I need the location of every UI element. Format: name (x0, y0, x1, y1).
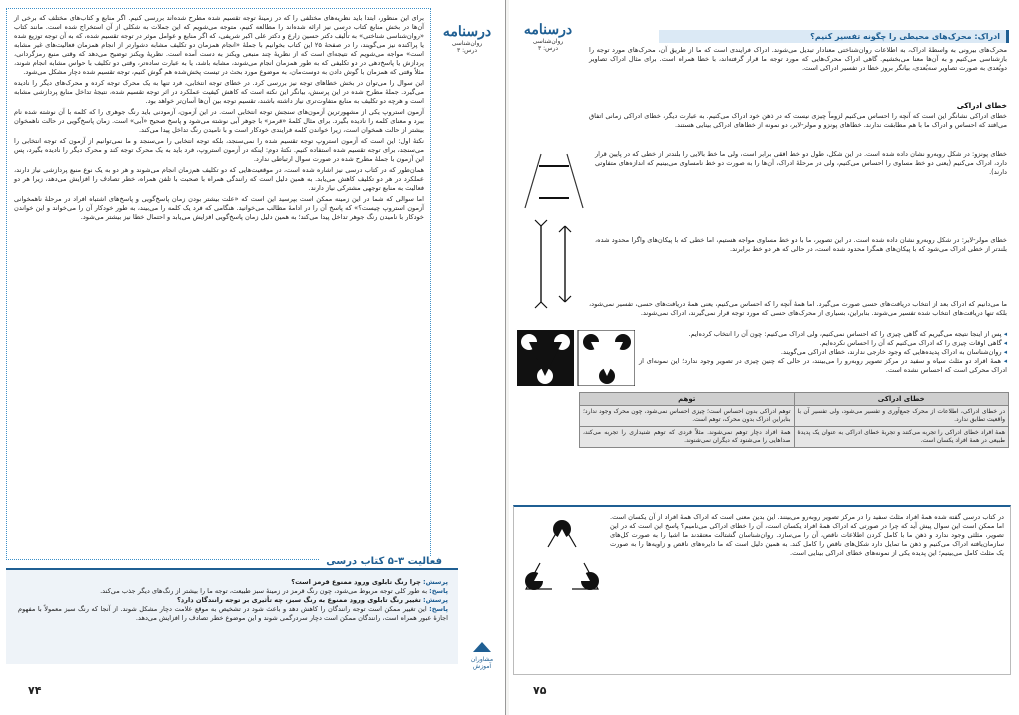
question-text: چرا رنگ تابلوی ورود ممنوع قرمز است؟ (291, 578, 421, 586)
answer-text: به طور کلی توجه مربوط می‌شود، چون رنگ قرمز در زمینهٔ سبز طبیعت، توجه ما را بیشتر از رنگ‌های دیگر جذب می‌کند. (100, 587, 428, 595)
section-title: ادراک: محرک‌های محیطی را چگونه تفسیر کنیم؟ (659, 30, 1009, 43)
brand-badge (513, 22, 583, 52)
bullet-list (639, 330, 1007, 375)
question-label: پرسش: (422, 596, 448, 604)
table-cell: توهم ادراکی بدون احساس است؛ چیزی احساس نمی‌شود، چون محرک وجود ندارد؛ بنابراین ادراک بدون محرک، توهم است. (580, 406, 795, 427)
ponzo-text: خطای پونزو: در شکل روبه‌رو نشان داده شده است. در این شکل، طول دو خط افقی برابر است، ولی ما خط بالایی را بلندتر از خطی که در پایین قرار دارد، ادراک می‌کنیم (یعنی دو خط مساوی را احساس می‌کنیم، ولی در مرحلهٔ ادراک، آن‌ها را به صورت دو خط نامساوی می‌بینیم که اندازه‌های متفاوتی دارند). (595, 150, 1007, 176)
page-number: ۷۵ (533, 684, 547, 697)
page-74 (0, 0, 506, 715)
muller-lyer-text: خطای مولر-لایر: در شکل روبه‌رو نشان داده شده است. در این تصویر، ما با دو خط مساوی مواجه هستیم، اما خطی که با پیکان‌های واگرا محدود شده، بلندتر از خطی ادراک می‌شود که با پیکان‌های همگرا محدود شده است، در حالی که هر دو خط برابرند. (595, 236, 1007, 253)
brand-subject: روان‌شناسی (532, 38, 564, 45)
question-label: پرسش: (422, 578, 448, 586)
kanizsa-figure (517, 330, 635, 386)
bullet-item: ◂ پس از اینجا نتیجه می‌گیریم که گاهی چیزی را که احساس نمی‌کنیم، ولی ادراک می‌کنیم: چون آن را انتخاب کرده‌ایم. (688, 330, 1007, 338)
perception-text: ما می‌دانیم که ادراک بعد از انتخاب دریافت‌های حسی صورت می‌گیرد. اما همهٔ آنچه را که احساس می‌کنیم، یعنی همهٔ دریافت‌های حسی، تفسیر نمی‌شود، بلکه تنها دریافت‌های انتخاب شده تفسیر می‌شوند. بنابراین، بسیاری از محرک‌های حسی که مورد توجه قرار نمی‌گیرند، ادراک نمی‌شوند. (589, 300, 1007, 317)
paragraph: اما سوالی که شما در این زمینه ممکن است بپرسید این است که «علت بیشتر بودن زمان پاسخ‌گویی و پاسخ‌های اشتباه افراد در مرحلهٔ ناهمخوانی آزمون استروپ چیست؟» که پاسخ آن را در ادامهٔ مطالب می‌خوانید. هنگامی که فرد یک کلمه را می‌بیند، به طور خودکار آن را می‌خواند و این خواندن خودکار با نامیدن رنگ جوهر تداخل پیدا می‌کند؛ به همین دلیل زمان پاسخ‌گویی افزایش می‌یابد و احتمال خطا نیز بیشتر می‌شود. (14, 195, 424, 221)
answer-label: پاسخ: (429, 605, 448, 613)
question-2 (18, 596, 448, 605)
brand-title: درسنامه (442, 24, 492, 40)
activity-title: فعالیت ۳-۵ کتاب درسی (320, 556, 448, 567)
answer-2 (18, 605, 448, 623)
brand-lesson: درس: ۳ (456, 47, 478, 54)
kanizsa-triangle-figure (522, 517, 602, 597)
brand-title: درسنامه (523, 22, 573, 38)
table-cell: همهٔ افراد خطای ادراکی را تجربه می‌کنند و تجربهٔ خطای ادراکی به عنوان یک پدیدهٔ طبیعی در همهٔ افراد یکسان است. (794, 427, 1009, 448)
bullet-item: ◂ روان‌شناسان به ادراک پدیده‌هایی که وجود خارجی ندارند، خطای ادراکی می‌گویند. (780, 348, 1007, 356)
illusion-text: خطای ادراکی نشانگر این است که آنچه را احساس می‌کنیم لزوماً چیزی نیست که در ذهن خود ادراک می‌کنیم. به عبارت دیگر، خطای ادراکی زمانی اتفاق می‌افتد که احساس و ادراک ما با هم مطابقت ندارند. خطاهای پونزو و مولر-لایر، دو نمونه از خطاهای ادراکی بینایی هستند. (589, 112, 1007, 129)
table-cell: در خطای ادراکی، اطلاعات از محرک جمع‌آوری و تفسیر می‌شود، ولی تفسیر آن با واقعیت تطابق ندارد. (794, 406, 1009, 427)
note-text: در کتاب درسی گفته شده همهٔ افراد مثلث سفید را در مرکز تصویر روبه‌رو می‌بینند. این بدین معنی است که ادراک همهٔ افراد از آن یکسان است. اما ممکن است این سوال پیش آید که چرا در صورتی که ادراک همهٔ افراد یکسان است، آن را خطای ادراکی می‌نامیم؟ پاسخ این است که در این تصویر، مثلثی وجود ندارد و ذهن ما با کامل کردن اطلاعات ناقص، آن را می‌سازد. روان‌شناسان گشتالت معتقدند ما اشیا را به صورت کل‌های سازمان‌یافته ادراک می‌کنیم و ذهن ما تمایل دارد شکل‌های ناقص را کامل کند. به همین دلیل است که ما دایره‌های ناقص و زاویه‌ها را به صورت یک مثلث کامل می‌بینیم؛ این پدیده یکی از نمونه‌های خطای ادراکی بینایی است. (610, 513, 1004, 557)
intro-text: محرک‌های بیرونی به واسطهٔ ادراک، به اطلاعات روان‌شناختی معنادار تبدیل می‌شوند. ادراک فرایندی است که ما از طریق آن، محرک‌های مورد توجه را بازشناسی می‌کنیم و به آن‌ها معنا می‌بخشیم. گاهی ادراک محرک‌هایی که مورد توجه ما قرار گرفته‌اند، با خطا همراه است. برای مثال ادراک تصاویر دوبُعدی به صورت تصاویر سه‌بُعدی، بیانگر بروز خطا در تفسیر ادراکی است. (589, 46, 1007, 72)
main-text (14, 14, 424, 224)
table-header-row (580, 393, 1009, 406)
publisher-logo (462, 640, 502, 670)
illusion-heading: خطای ادراکی (956, 101, 1007, 110)
paragraph: این سوال را می‌توان در بخش خطاهای توجه نیز بررسی کرد. در خطای توجه انتخابی، فرد تنها به یک محرک توجه کرده و محرک‌های دیگر را نادیده می‌گیرد. جملهٔ مطرح شده در این پرسش، بیانگر این نکته است که کاهش کیفیت عملکرد در اثر توجه تقسیم شده، نتیجهٔ تداخل منابع پردازشی مشابه است و هرچه دو تکلیف به منابع متفاوت‌تری نیاز داشته باشند، تقسیم توجه بین آن‌ها آسان‌تر خواهد بود. (14, 79, 424, 105)
logo-text: مشاوران آموزش (470, 656, 494, 670)
brand-subject: روان‌شناسی (451, 40, 483, 47)
activity-content (18, 578, 448, 623)
logo-icon (471, 640, 493, 654)
table-cell: همهٔ افراد دچار توهم نمی‌شوند. مثلاً فردی که توهم شنیداری را تجربه می‌کند، صداهایی را می‌شنود که دیگران نمی‌شنوند. (580, 427, 795, 448)
answer-text: این تغییر ممکن است توجه رانندگان را کاهش دهد و باعث شود در تشخیص به موقع علامت دچار مشکل شوند. از آنجا که رنگ سبز معمولاً با مفهوم اجازهٔ عبور همراه است، رانندگان ممکن است دچار سردرگمی شوند و این موضوع خطر تصادف را افزایش می‌دهد. (18, 605, 448, 622)
page-75 (509, 0, 1019, 715)
table-row (580, 406, 1009, 427)
bullet-item: ◂ گاهی اوقات چیزی را که ادراک می‌کنیم که آن را احساس نکرده‌ایم. (819, 339, 1007, 347)
table-header: توهم (580, 393, 795, 406)
ponzo-illusion-figure (519, 150, 589, 212)
activity-box (6, 556, 458, 664)
answer-label: پاسخ: (429, 587, 448, 595)
question-text: تغییر رنگ تابلوی ورود ممنوع به رنگ سبز، چه تأثیری بر توجه رانندگان دارد؟ (176, 596, 421, 604)
question-1 (18, 578, 448, 587)
table-header: خطای ادراکی (794, 393, 1009, 406)
paragraph: آزمون استروپ یکی از مشهورترین آزمون‌های سنجش توجه انتخابی است. در این آزمون، آزمودنی باید رنگ جوهری را که کلمه با آن نوشته شده نام ببرد و معنای کلمه را نادیده بگیرد. برای مثال کلمهٔ «قرمز» با جوهر آبی نوشته می‌شود و پاسخ صحیح «آبی» است. زمان پاسخ‌گویی در حالت ناهمخوان بیشتر از حالت همخوان است، زیرا خواندن کلمه فرایندی خودکار است و با نامیدن رنگ تداخل پیدا می‌کند. (14, 108, 424, 134)
paragraph: نکتهٔ اول: این است که آزمون استروپ توجه تقسیم شده را نمی‌سنجد، بلکه توجه انتخابی را می‌سنجد و ما نمی‌توانیم از آزمون که توجه انتخابی را می‌سنجد، برای توجه تقسیم شده استفاده کنیم. نکتهٔ دوم: اینکه در آزمون استروپ، فرد باید به یک محرک توجه کند و محرک دیگر را نادیده بگیرد، پس این آزمون با جملهٔ مطرح شده در صورت سوال ارتباطی ندارد. (14, 137, 424, 163)
brand-badge (432, 24, 502, 54)
page-number: ۷۴ (28, 684, 42, 697)
table-row (580, 427, 1009, 448)
answer-1 (18, 587, 448, 596)
comparison-table (579, 392, 1009, 448)
muller-lyer-figure (523, 218, 583, 310)
brand-lesson: درس: ۳ (537, 45, 559, 52)
note-box (513, 505, 1011, 675)
paragraph: برای این منظور، ابتدا باید نظریه‌های مختلفی را که در زمینهٔ توجه تقسیم شده مطرح شده‌اند بررسی کنیم. اگر منابع و کتاب‌های مختلف که برخی از آن‌ها در بخش منابع کتاب درسی نیز ارائه شده‌اند را مطالعه کنیم، متوجه می‌شویم که این جملات به شکلی از آن استخراج شده است. مانند کتاب «روان‌شناسی شناختی» به تألیف دکتر حسین زارع و دکتر علی اکبر شریفی، که اگر منابع و عوامل موثر در توجه تقسیم شده، که به آن توجه توزیع شده یا پراکنده نیز می‌گویند، را در صفحهٔ ۲۵ این کتاب بخوانیم با جملهٔ «انجام همزمان دو تکلیف مشابه دشوارتر از انجام همزمان فعالیت‌های غیر مشابه است» مواجه می‌شویم که نتیجه‌ای است که از نظریهٔ چند منبعی ویکنز به دست آمده است. نظریهٔ ویکنز توضیح می‌دهد که وقتی منبع رمزگردانی، پردازش یا پاسخ‌دهی در دو تکلیفی که به طور همزمان انجام می‌شوند، مشابه باشد، یا به عبارت ساده‌تر، وقتی دو تکلیف با حواس مشابه انجام شوند، مثلاً وقتی که همزمان با گوش دادن به دوست‌مان، به موضوع مورد بحث در تیست پخش‌شده هم گوش کنیم، توجه تقسیم شده دچار مشکل می‌شود. (14, 14, 424, 76)
illusion-block (589, 98, 1007, 130)
paragraph: همان‌طور که در کتاب درسی نیز اشاره شده است، در موقعیت‌هایی که دو تکلیف هم‌زمان انجام می‌شوند و هر دو به یک نوع منبع پردازشی نیاز دارند، عملکرد در هر دو تکلیف کاهش می‌یابد. به همین دلیل است که رانندگی همراه با صحبت با تلفن همراه، خطر تصادف را افزایش می‌دهد، زیرا هر دو فعالیت به منابع توجهی مشترکی نیاز دارند. (14, 166, 424, 192)
bullet-item: ◂ همهٔ افراد دو مثلث سیاه و سفید در مرکز تصویر روبه‌رو را می‌بینند، در حالی که چنین چیزی در تصویر وجود ندارد؛ این نمونه‌ای از ادراک محرکی است که احساس نشده است. (639, 357, 1008, 374)
